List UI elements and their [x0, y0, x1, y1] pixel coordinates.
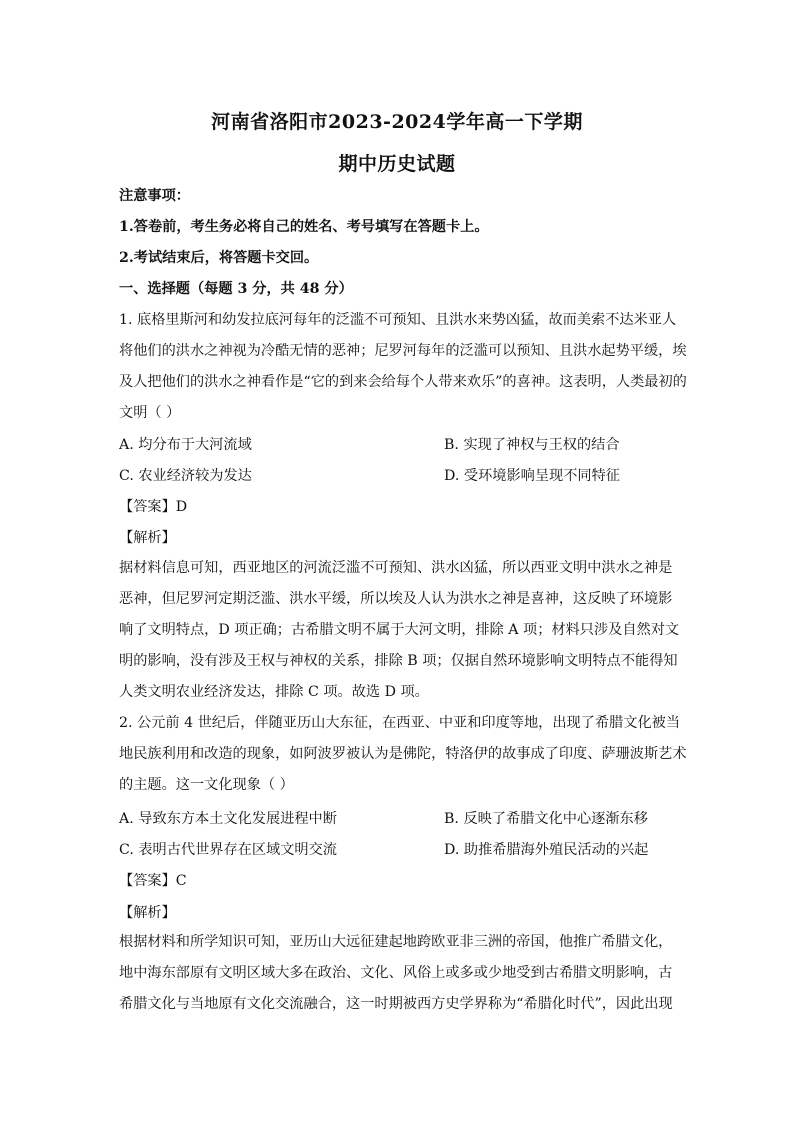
doc-title-line1: 河南省洛阳市2023-2024学年高一下学期	[211, 111, 583, 133]
analysis-line: 地中海东部原有文明区域大多在政治、文化、风俗上或多或少地受到古希腊文明影响，古	[119, 965, 673, 981]
analysis-line: 恶神，但尼罗河定期泛滥、洪水平缓，所以埃及人认为洪水之神是喜神，这反映了环境影	[119, 591, 673, 607]
q1-option-c: C. 农业经济较为发达	[119, 468, 252, 484]
q1-analysis-label: 【解析】	[119, 530, 176, 546]
analysis-line: 响了文明特点，D 项正确；古希腊文明不属于大河文明，排除 A 项；材料只涉及自然对文	[119, 622, 680, 638]
q1-answer: 【答案】D	[119, 499, 188, 515]
question-line: 1. 底格里斯河和幼发拉底河每年的泛滥不可预知、且洪水来势凶猛，故而美索不达米亚人	[119, 312, 677, 328]
q1-option-d: D. 受环境影响呈现不同特征	[444, 468, 620, 484]
q1-option-b: B. 实现了神权与王权的结合	[444, 437, 620, 453]
analysis-line: 据材料信息可知，西亚地区的河流泛滥不可预知、洪水凶猛，所以西亚文明中洪水之神是	[119, 560, 673, 576]
question-2-stem	[119, 708, 687, 801]
analysis-line: 希腊文化与当地原有文化交流融合，这一时期被西方史学界称为“希腊化时代”，因此出现	[119, 996, 673, 1012]
question-line: 及人把他们的洪水之神看作是“它的到来会给每个人带来欢乐”的喜神。这表明，人类最初的	[119, 374, 687, 390]
q1-analysis	[119, 553, 679, 708]
notes-item-2: 2.考试结束后，将答题卡交回。	[119, 250, 319, 266]
q2-option-c: C. 表明古代世界存在区域文明交流	[119, 842, 337, 858]
q2-option-b: B. 反映了希腊文化中心逐渐东移	[444, 811, 648, 827]
notes-item-1: 1.答卷前，考生务必将自己的姓名、考号填写在答题卡上。	[119, 219, 489, 235]
q2-analysis	[119, 927, 679, 1020]
q2-analysis-label: 【解析】	[119, 905, 176, 921]
question-line: 将他们的洪水之神视为冷酷无情的恶神；尼罗河每年的泛滥可以预知、且洪水起势平缓，埃	[119, 343, 687, 359]
question-line: 的主题。这一文化现象（ ）	[119, 777, 294, 793]
question-line: 地民族利用和改造的现象，如阿波罗被认为是佛陀，特洛伊的故事成了印度、萨珊波斯艺术	[119, 746, 687, 762]
question-line: 2. 公元前 4 世纪后，伴随亚历山大东征，在西亚、中亚和印度等地，出现了希腊文化被当	[119, 715, 681, 731]
question-line: 文明（ ）	[119, 405, 181, 421]
notes-heading: 注意事项：	[119, 188, 190, 204]
q2-option-a: A. 导致东方本土文化发展进程中断	[119, 811, 337, 827]
section-heading: 一、选择题（每题 3 分，共 48 分）	[119, 281, 353, 297]
question-1-stem	[119, 305, 687, 429]
analysis-line: 根据材料和所学知识可知，亚历山大远征建起地跨欧亚非三洲的帝国，他推广希腊文化，	[119, 934, 673, 950]
analysis-line: 明的影响，没有涉及王权与神权的关系，排除 B 项；仅据自然环境影响文明特点不能得知	[119, 653, 678, 669]
q2-option-d: D. 助推希腊海外殖民活动的兴起	[444, 842, 649, 858]
doc-title-line2: 期中历史试题	[338, 153, 456, 175]
analysis-line: 人类文明农业经济发达，排除 C 项。故选 D 项。	[119, 684, 429, 700]
q1-option-a: A. 均分布于大河流域	[119, 437, 252, 453]
q2-answer: 【答案】C	[119, 873, 187, 889]
